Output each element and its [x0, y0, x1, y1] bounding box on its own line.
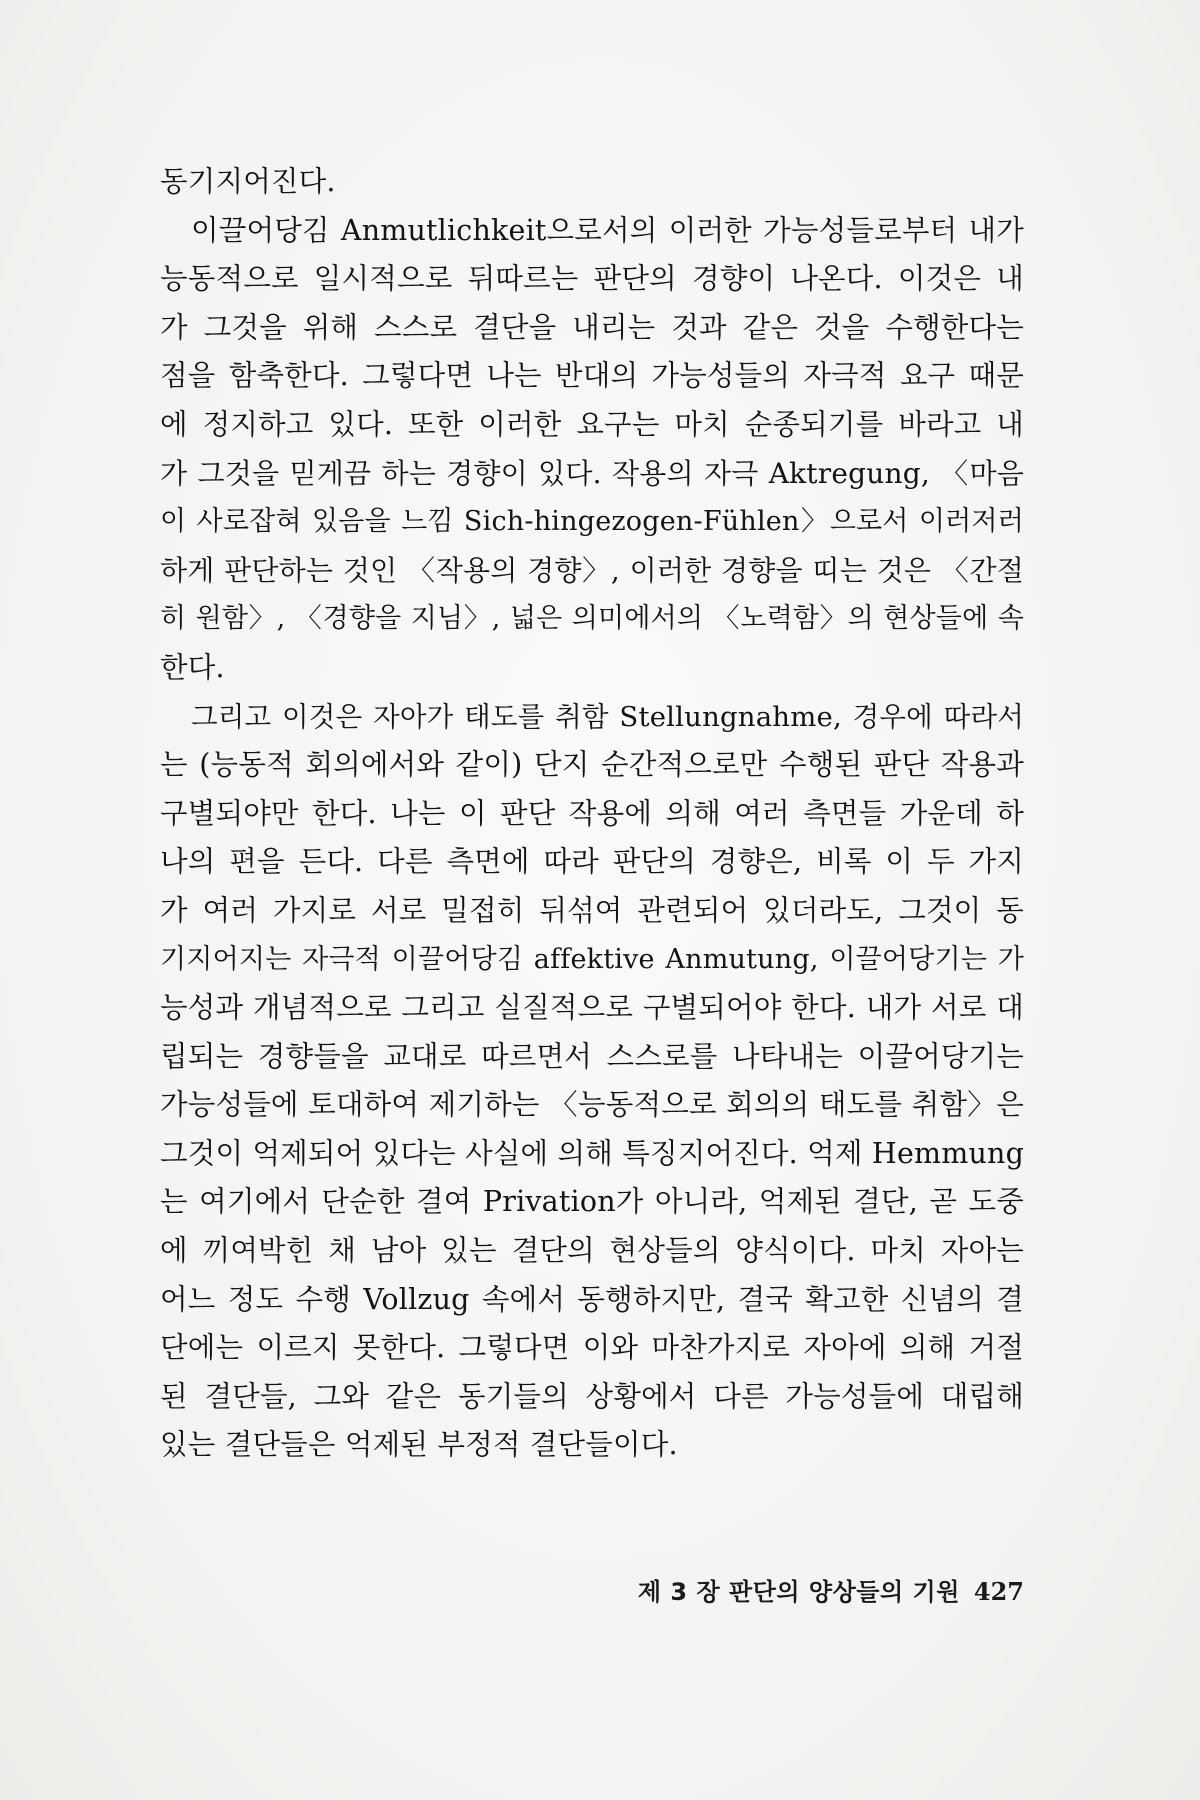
text-line: 가능성들에 토대하여 제기하는 〈능동적으로 회의의 태도를 취함〉은 [160, 1088, 1024, 1122]
text-line: 에 정지하고 있다. 또한 이러한 요구는 마치 순종되기를 바라고 내 [160, 407, 1024, 441]
text-line: 에 끼여박힌 채 남아 있는 결단의 현상들의 양식이다. 마치 자아는 [160, 1234, 1024, 1268]
text-line: 가 여러 가지로 서로 밀접히 뒤섞여 관련되어 있더라도, 그것이 동 [160, 893, 1024, 927]
running-footer-chapter: 제 3 장 판단의 양상들의 기원 [637, 1578, 960, 1606]
text-line: 동기지어진다. [160, 165, 336, 198]
text-line: 는 여기에서 단순한 결여 Privation가 아니라, 억제된 결단, 곧 도중 [160, 1185, 1024, 1219]
text-line: 기지어지는 자극적 이끌어당김 affektive Anmutung, 이끌어당기는 가 [160, 943, 1024, 975]
text-line: 한다. [160, 650, 225, 684]
page-number: 427 [973, 1577, 1024, 1606]
body-text [160, 158, 1024, 1470]
text-line: 이끌어당김 Anmutlichkeit으로서의 이러한 가능성들로부터 내가 [191, 213, 1024, 247]
text-line: 가 그것을 위해 스스로 결단을 내리는 것과 같은 것을 수행한다는 [160, 310, 1024, 344]
text-line: 가 그것을 믿게끔 하는 경향이 있다. 작용의 자극 Aktregung, 〈마음 [160, 456, 1024, 490]
text-line: 는 (능동적 회의에서와 같이) 단지 순간적으로만 수행된 판단 작용과 [160, 748, 1024, 782]
text-line: 능동적으로 일시적으로 뒤따르는 판단의 경향이 나온다. 이것은 내 [160, 262, 1024, 296]
text-line: 하게 판단하는 것인 〈작용의 경향〉, 이러한 경향을 띠는 것은 〈간절 [160, 553, 1024, 587]
text-line: 어느 정도 수행 Vollzug 속에서 동행하지만, 결국 확고한 신념의 결 [160, 1282, 1024, 1316]
text-line: 그리고 이것은 자아가 태도를 취함 Stellungnahme, 경우에 따라서 [191, 700, 1024, 733]
text-line: 된 결단들, 그와 같은 동기들의 상황에서 다른 가능성들에 대립해 [160, 1379, 1024, 1413]
text-line: 단에는 이르지 못한다. 그렇다면 이와 마찬가지로 자아에 의해 거절 [160, 1331, 1024, 1365]
text-line: 그것이 억제되어 있다는 사실에 의해 특징지어진다. 억제 Hemmung [160, 1136, 1025, 1170]
text-line: 나의 편을 든다. 다른 측면에 따라 판단의 경향은, 비록 이 두 가지 [160, 845, 1024, 879]
page-footer [600, 1572, 1024, 1612]
text-line: 능성과 개념적으로 그리고 실질적으로 구별되어야 한다. 내가 서로 대 [160, 991, 1024, 1025]
text-line: 립되는 경향들을 교대로 따르면서 스스로를 나타내는 이끌어당기는 [160, 1039, 1024, 1073]
text-line: 이 사로잡혀 있음을 느낌 Sich-hingezogen-Fühlen〉으로서 이러저러 [160, 506, 1024, 538]
text-line: 점을 함축한다. 그렇다면 나는 반대의 가능성들의 자극적 요구 때문 [160, 359, 1024, 393]
text-line: 구별되야만 한다. 나는 이 판단 작용에 의해 여러 측면들 가운데 하 [160, 796, 1024, 830]
text-line: 있는 결단들은 억제된 부정적 결단들이다. [160, 1428, 678, 1462]
text-line: 히 원함〉, 〈경향을 지님〉, 넓은 의미에서의 〈노력함〉의 현상들에 속 [160, 603, 1024, 635]
